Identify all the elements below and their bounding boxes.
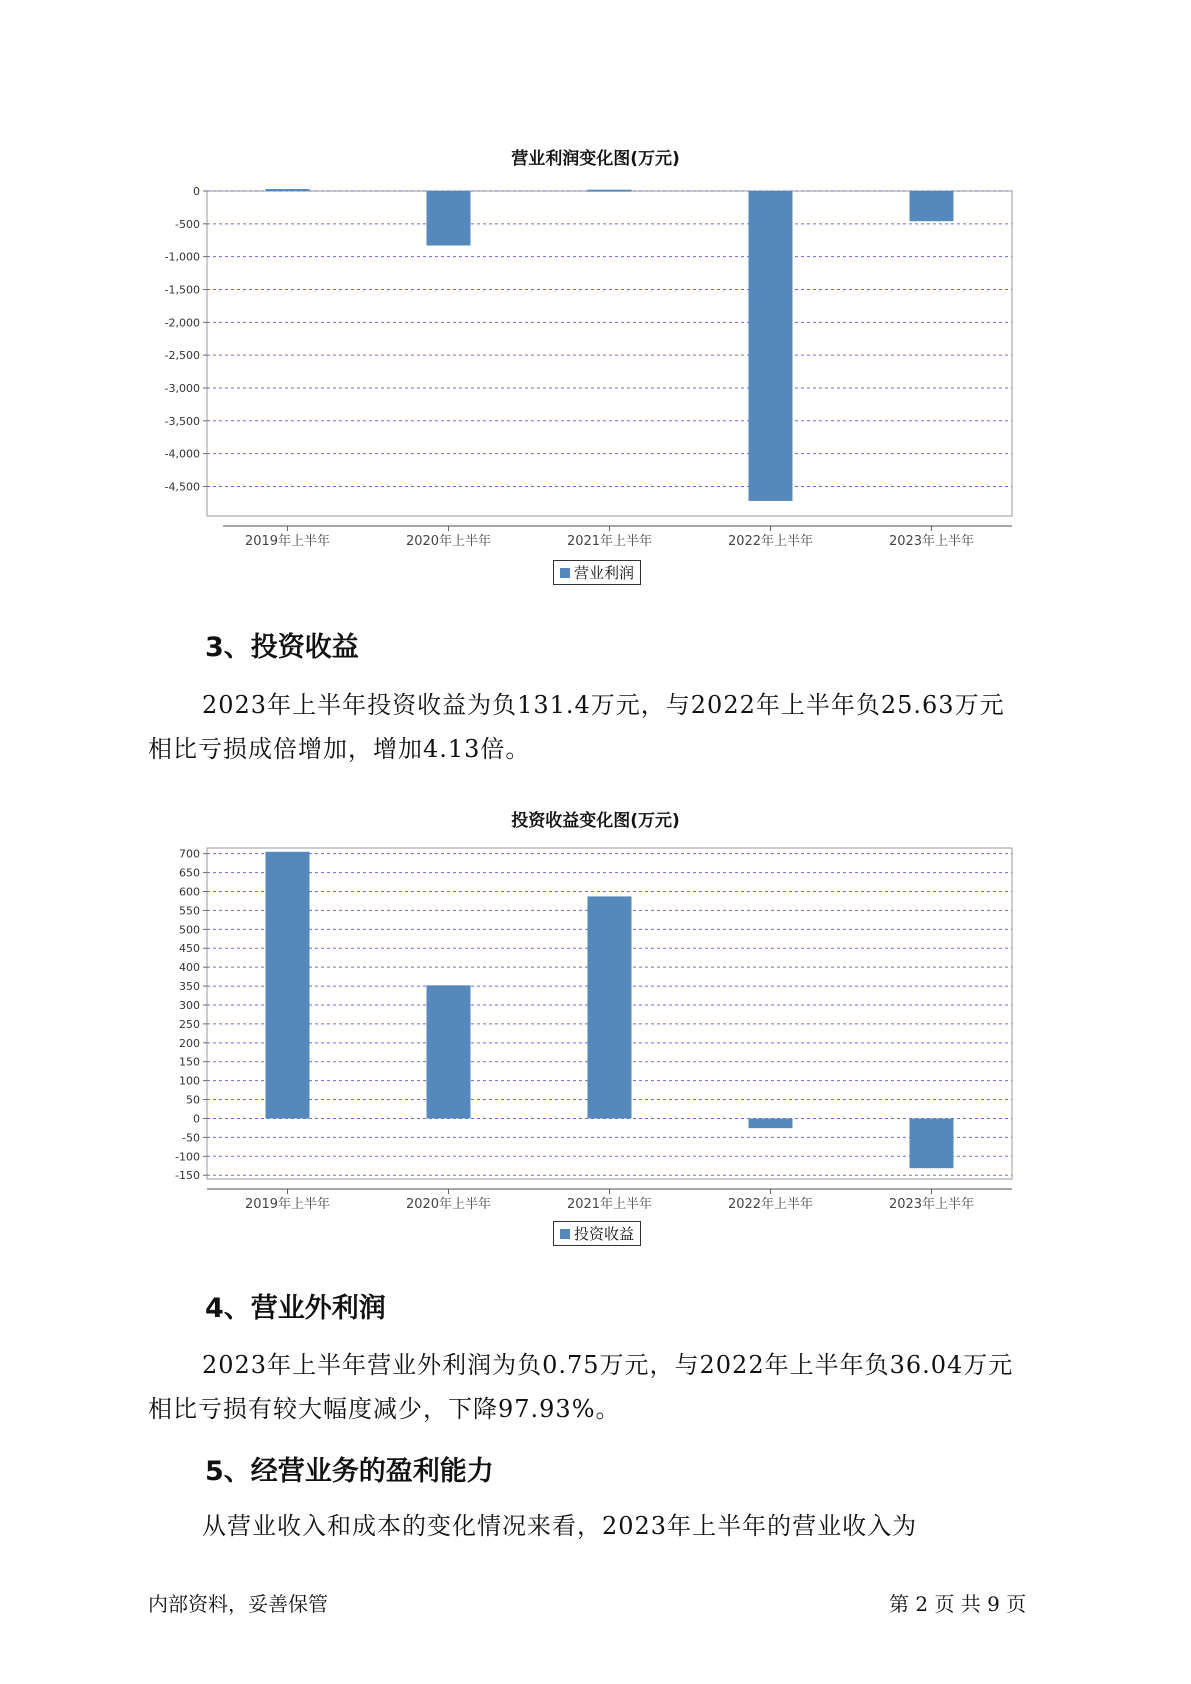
bar [427,985,471,1118]
x-tick-label: 2020年上半年 [405,534,492,549]
section-heading: 4、营业外利润 [205,1293,386,1324]
legend-label: 营业利润 [574,564,635,582]
footer-note: 内部资料，妥善保管 [148,1592,328,1616]
page-number: 第 2 页 共 9 页 [889,1592,1027,1616]
y-tick-label: 550 [179,904,200,918]
x-tick-label: 2019年上半年 [244,1197,331,1210]
section-heading: 5、经营业务的盈利能力 [205,1456,494,1487]
y-tick-label: 450 [179,942,200,956]
bar [749,191,793,501]
y-tick-label: 700 [179,847,200,861]
section-paragraph [148,683,1068,771]
plot-frame [207,191,1012,516]
y-tick-label: 0 [193,1112,200,1126]
investment-income-chart [0,845,1191,1210]
chart-title: 投资收益变化图(万元) [511,811,680,831]
chart-legend [553,560,641,585]
x-tick-label: 2021年上半年 [566,1197,653,1210]
x-tick-label: 2022年上半年 [727,534,814,549]
y-tick-label: -1,500 [164,283,200,297]
y-tick-label: 300 [179,998,200,1012]
y-tick-label: -2,000 [164,316,200,330]
y-tick-label: 150 [179,1055,200,1069]
bar [427,191,471,245]
x-tick-label: 2021年上半年 [566,534,653,549]
x-tick-label: 2020年上半年 [405,1197,492,1210]
bar [266,189,310,191]
y-tick-label: 400 [179,961,200,975]
y-tick-label: 100 [179,1074,200,1088]
y-tick-label: 600 [179,885,200,899]
y-tick-label: 500 [179,923,200,937]
y-tick-label: -3,000 [164,381,200,395]
x-tick-label: 2023年上半年 [888,1197,975,1210]
paragraph-line: 2023年上半年营业外利润为负0.75万元，与2022年上半年负36.04万元 [202,1351,1014,1379]
x-tick-label: 2022年上半年 [727,1197,814,1210]
operating-profit-chart [0,180,1191,590]
paragraph-line: 从营业收入和成本的变化情况来看，2023年上半年的营业收入为 [202,1512,918,1540]
y-tick-label: 200 [179,1036,200,1050]
bar [749,1118,793,1128]
legend-swatch [560,568,570,578]
bar [588,190,632,192]
y-tick-label: 650 [179,866,200,880]
x-tick-label: 2023年上半年 [888,534,975,549]
bar [910,1118,954,1168]
x-tick-label: 2019年上半年 [244,534,331,549]
section-paragraph [148,1504,1068,1548]
y-tick-label: -100 [175,1150,200,1164]
y-tick-label: -3,500 [164,414,200,428]
bar [266,852,310,1119]
paragraph-line: 2023年上半年投资收益为负131.4万元，与2022年上半年负25.63万元 [202,691,1005,719]
legend-label: 投资收益 [574,1225,635,1243]
bar [588,896,632,1118]
y-tick-label: -1,000 [164,250,200,264]
legend-swatch [560,1229,570,1239]
section-paragraph [148,1343,1068,1431]
chart-title: 营业利润变化图(万元) [511,149,680,169]
y-tick-label: -4,500 [164,480,200,494]
y-tick-label: -150 [175,1169,200,1183]
y-tick-label: 50 [186,1093,200,1107]
section-heading: 3、投资收益 [205,632,359,663]
paragraph-line: 相比亏损成倍增加，增加4.13倍。 [148,735,531,763]
y-tick-label: 350 [179,980,200,994]
y-tick-label: -500 [175,217,200,231]
bar [910,191,954,221]
y-tick-label: 0 [193,185,200,198]
y-tick-label: -2,500 [164,349,200,363]
chart-legend [553,1221,641,1246]
y-tick-label: -50 [182,1131,200,1145]
y-tick-label: 250 [179,1017,200,1031]
paragraph-line: 相比亏损有较大幅度减少，下降97.93%。 [148,1395,621,1423]
y-tick-label: -4,000 [164,447,200,461]
